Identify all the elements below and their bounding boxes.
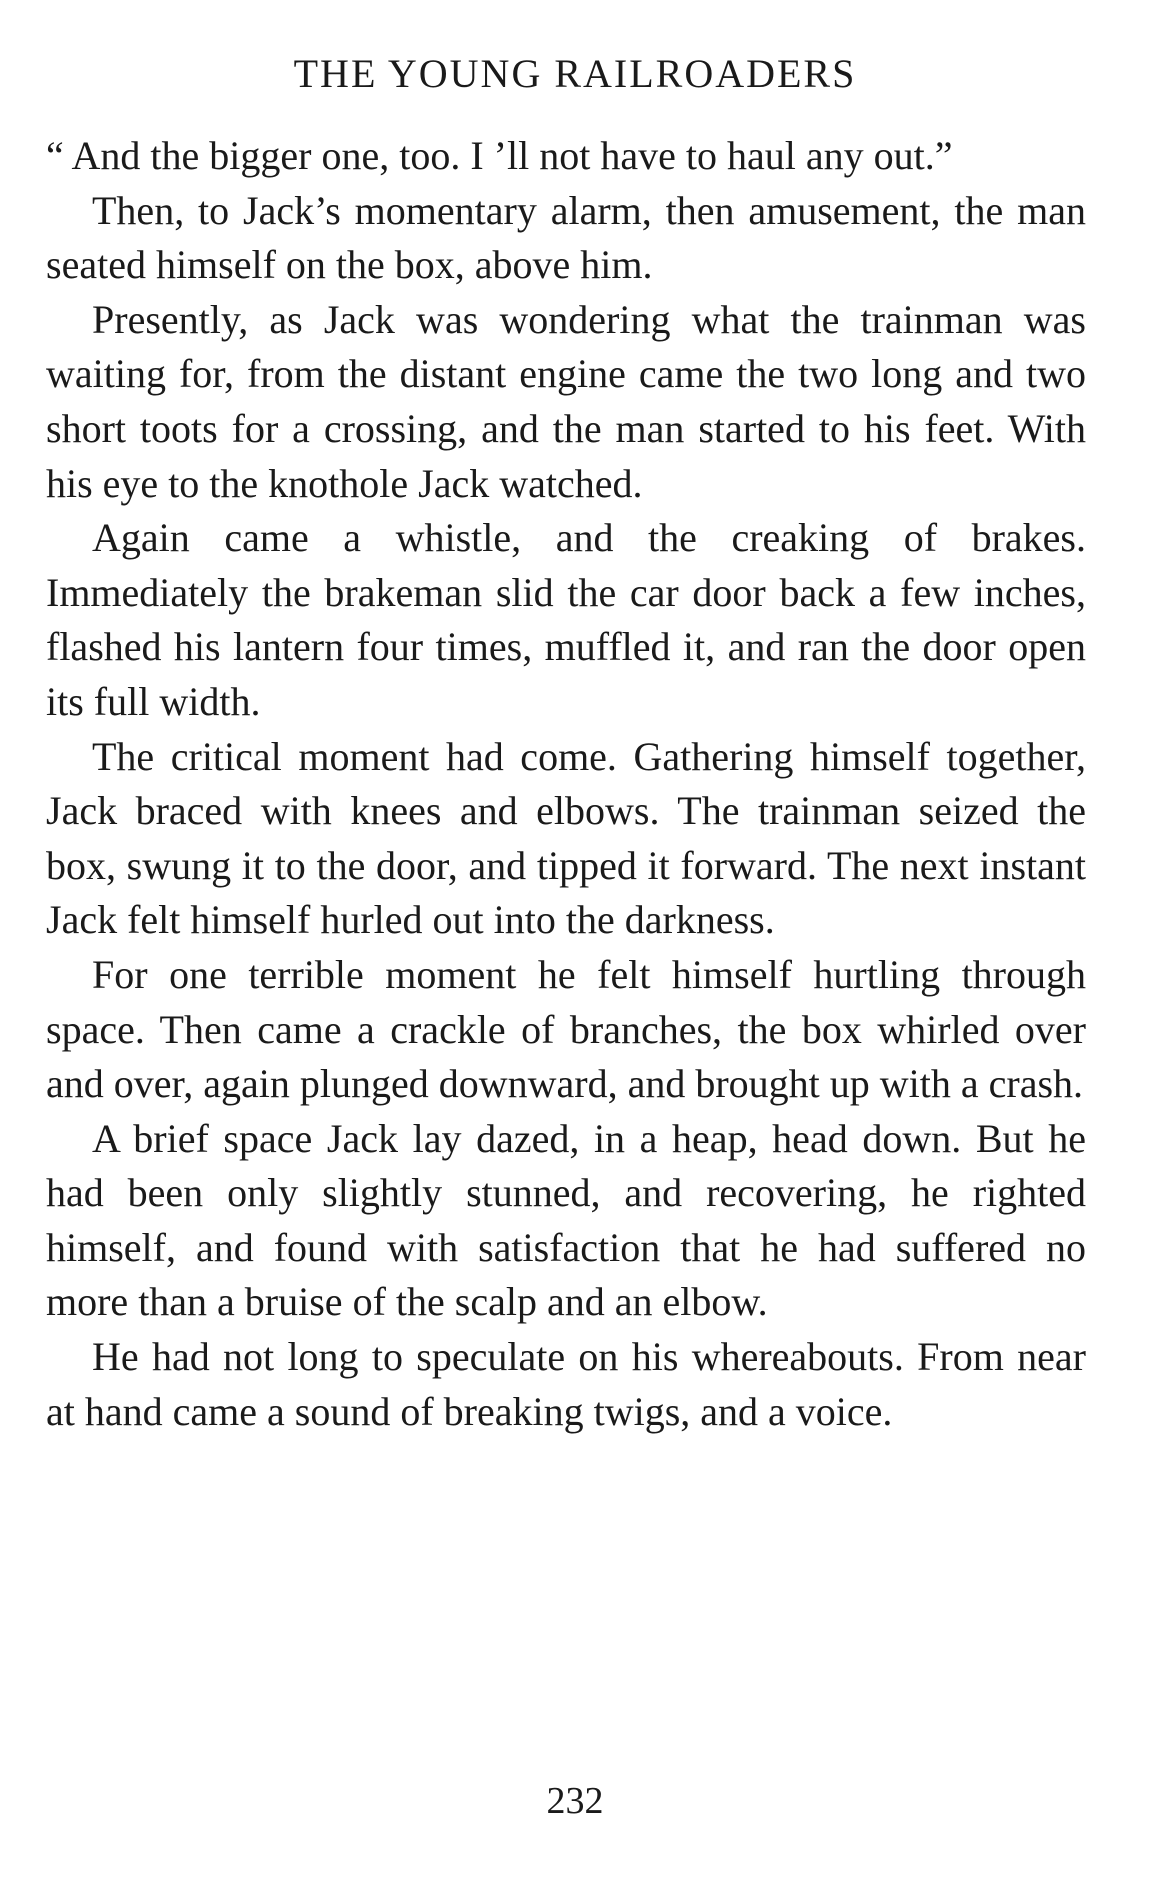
paragraph-2: Then, to Jack’s momentary alarm, then amusement, the man seated himself on the box, above him.	[46, 187, 1086, 288]
running-head: THE YOUNG RAILROADERS	[293, 51, 857, 96]
paragraph-7: A brief space Jack lay dazed, in a heap, head down. But he had been only slightly stunned, and recovering, he righted himself, and found with satisfaction that he had suffered no more than a bruise of the scalp and an elbow.	[46, 1115, 1086, 1325]
paragraph-5: The critical moment had come. Gathering himself together, Jack braced with knees and elbows. The trainman seized the box, swung it to the door, and tipped it forward. The next instant Jack felt himself hurled out into the darkness.	[46, 733, 1086, 943]
page-number: 232	[546, 1780, 604, 1822]
paragraph-3: Presently, as Jack was wondering what the trainman was waiting for, from the distant engine came the two long and two short toots for a crossing, and the man started to his feet. With his eye to the knothole Jack watched.	[46, 296, 1086, 506]
paragraph-4: Again came a whistle, and the creaking of brakes. Immediately the brakeman slid the car door back a few inches, flashed his lantern four times, muffled it, and ran the door open its full width.	[46, 515, 1086, 724]
paragraph-6: For one terrible moment he felt himself hurtling through space. Then came a crackle of branches, the box whirled over and over, again plunged downward, and brought up with a crash.	[46, 951, 1086, 1107]
paragraph-8: He had not long to speculate on his whereabouts. From near at hand came a sound of breaking twigs, and a voice.	[46, 1334, 1086, 1434]
paragraph-1: “ And the bigger one, too. I ’ll not have to haul any out.”	[46, 133, 953, 178]
body-text	[46, 129, 1086, 1439]
